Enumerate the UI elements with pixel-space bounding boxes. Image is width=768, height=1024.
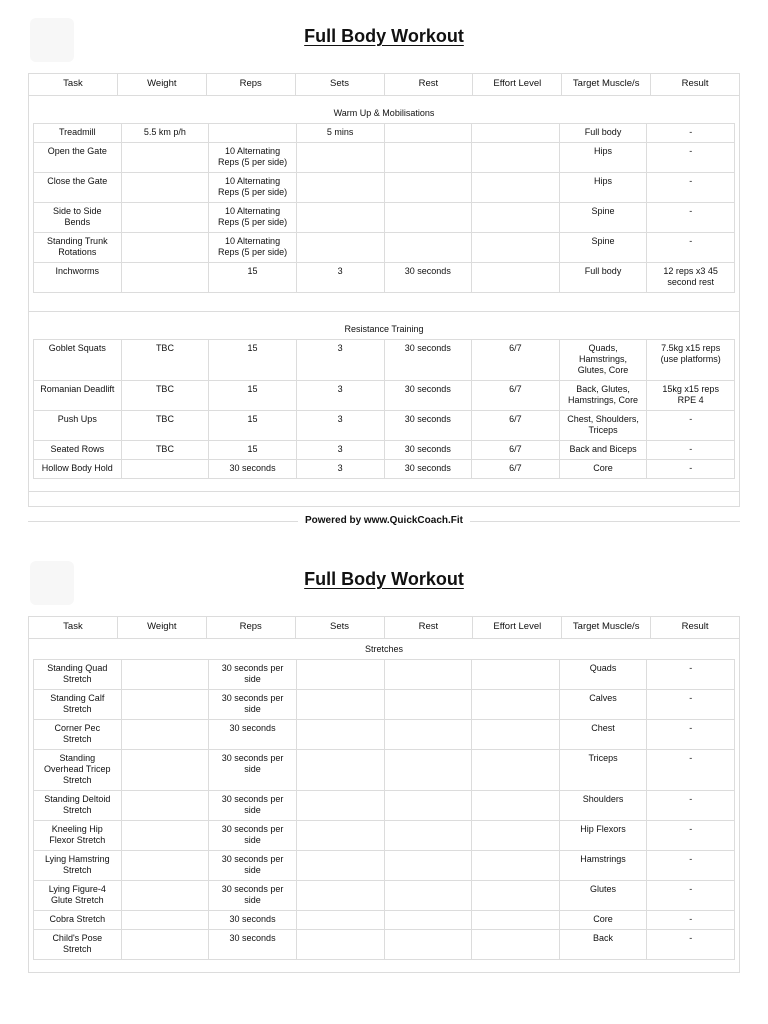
task-cell: Standing Quad Stretch [34, 660, 122, 689]
effort-cell [472, 690, 560, 719]
target-cell: Hamstrings [560, 851, 648, 880]
effort-cell [472, 233, 560, 262]
result-cell: - [689, 723, 693, 733]
rest-cell: 30 seconds [385, 340, 473, 380]
effort-cell [472, 930, 560, 959]
effort-cell [472, 124, 560, 142]
col-target: Target Muscle/s [562, 74, 651, 95]
task-cell: Cobra Stretch [34, 911, 122, 929]
col-effort: Effort Level [473, 617, 562, 638]
reps-cell [209, 124, 297, 142]
result-cell: - [689, 933, 693, 943]
result-cell: - [689, 914, 693, 924]
result-cell: - [689, 236, 693, 246]
workout-table [28, 616, 740, 973]
reps-cell: 30 seconds per side [209, 821, 297, 850]
table-row [34, 690, 734, 720]
effort-cell: 6/7 [472, 381, 560, 410]
effort-cell [472, 750, 560, 790]
reps-cell: 30 seconds per side [209, 851, 297, 880]
table-row [34, 930, 734, 960]
table-row [34, 851, 734, 881]
weight-cell [122, 720, 210, 749]
weight-cell [122, 143, 210, 172]
weight-cell [122, 750, 210, 790]
result-cell: - [689, 463, 693, 473]
target-cell: Full body [560, 263, 648, 292]
rest-cell [385, 720, 473, 749]
weight-cell: TBC [122, 441, 210, 459]
section-spacer [29, 491, 739, 506]
effort-cell [472, 203, 560, 232]
reps-cell: 30 seconds [209, 720, 297, 749]
col-rest: Rest [385, 617, 474, 638]
effort-cell [472, 881, 560, 910]
sets-cell [297, 911, 385, 929]
effort-cell: 6/7 [472, 460, 560, 478]
rest-cell [385, 690, 473, 719]
sets-cell: 3 [297, 340, 385, 380]
rest-cell: 30 seconds [385, 441, 473, 459]
table-row [34, 911, 734, 930]
task-cell: Side to Side Bends [34, 203, 122, 232]
result-cell: - [689, 444, 693, 454]
sets-cell [297, 173, 385, 202]
footer-divider-right [470, 521, 740, 522]
section-title-stretches: Stretches [364, 644, 404, 654]
workout-table [28, 73, 740, 507]
col-effort: Effort Level [473, 74, 562, 95]
target-cell: Hips [560, 173, 648, 202]
target-cell: Back and Biceps [560, 441, 648, 459]
rest-cell [385, 750, 473, 790]
result-cell: - [689, 176, 693, 186]
rest-cell: 30 seconds [385, 460, 473, 478]
sets-cell [297, 143, 385, 172]
rest-cell [385, 233, 473, 262]
task-cell: Lying Figure-4 Glute Stretch [34, 881, 122, 910]
table-row [34, 750, 734, 791]
rest-cell [385, 851, 473, 880]
effort-cell [472, 851, 560, 880]
weight-cell: TBC [122, 411, 210, 440]
effort-cell [472, 143, 560, 172]
weight-cell [122, 173, 210, 202]
sets-cell [297, 851, 385, 880]
table-row [34, 203, 734, 233]
section-rows [33, 123, 735, 293]
task-cell: Corner Pec Stretch [34, 720, 122, 749]
table-row [34, 441, 734, 460]
reps-cell: 10 Alternating Reps (5 per side) [209, 143, 297, 172]
weight-cell [122, 821, 210, 850]
weight-cell [122, 911, 210, 929]
sets-cell [297, 203, 385, 232]
task-cell: Child's Pose Stretch [34, 930, 122, 959]
task-cell: Treadmill [34, 124, 122, 142]
result-cell: 15kg x15 reps RPE 4 [662, 384, 719, 405]
target-cell: Back, Glutes, Hamstrings, Core [560, 381, 648, 410]
result-cell: - [689, 753, 693, 763]
target-cell: Triceps [560, 750, 648, 790]
task-cell: Standing Overhead Tricep Stretch [34, 750, 122, 790]
target-cell: Core [560, 911, 648, 929]
effort-cell [472, 720, 560, 749]
table-row [34, 233, 734, 263]
col-target: Target Muscle/s [562, 617, 651, 638]
task-cell: Close the Gate [34, 173, 122, 202]
result-cell: - [689, 663, 693, 673]
reps-cell: 15 [209, 381, 297, 410]
sets-cell [297, 881, 385, 910]
rest-cell [385, 173, 473, 202]
sets-cell [297, 233, 385, 262]
effort-cell [472, 173, 560, 202]
target-cell: Quads, Hamstrings, Glutes, Core [560, 340, 648, 380]
reps-cell: 10 Alternating Reps (5 per side) [209, 173, 297, 202]
sets-cell [297, 720, 385, 749]
table-row [34, 411, 734, 441]
weight-cell [122, 460, 210, 478]
col-task: Task [29, 617, 118, 638]
section-title-resistance: Resistance Training [344, 324, 424, 334]
task-cell: Lying Hamstring Stretch [34, 851, 122, 880]
rest-cell [385, 911, 473, 929]
sets-cell: 3 [297, 411, 385, 440]
task-cell: Hollow Body Hold [34, 460, 122, 478]
reps-cell: 15 [209, 411, 297, 440]
reps-cell: 30 seconds per side [209, 690, 297, 719]
effort-cell [472, 821, 560, 850]
table-row [34, 791, 734, 821]
rest-cell [385, 930, 473, 959]
weight-cell [122, 791, 210, 820]
effort-cell [472, 660, 560, 689]
reps-cell: 30 seconds [209, 911, 297, 929]
reps-cell: 30 seconds per side [209, 660, 297, 689]
table-row [34, 340, 734, 381]
effort-cell [472, 791, 560, 820]
sets-cell: 5 mins [297, 124, 385, 142]
target-cell: Glutes [560, 881, 648, 910]
weight-cell: 5.5 km p/h [122, 124, 210, 142]
table-row [34, 381, 734, 411]
section-rows [33, 339, 735, 479]
page-title: Full Body Workout [304, 569, 464, 589]
sets-cell [297, 821, 385, 850]
reps-cell: 30 seconds per side [209, 750, 297, 790]
col-sets: Sets [296, 74, 385, 95]
effort-cell: 6/7 [472, 441, 560, 459]
target-cell: Spine [560, 233, 648, 262]
rest-cell [385, 124, 473, 142]
rest-cell: 30 seconds [385, 263, 473, 292]
rest-cell [385, 791, 473, 820]
target-cell: Chest, Shoulders, Triceps [560, 411, 648, 440]
col-result: Result [681, 621, 709, 632]
result-cell: - [689, 794, 693, 804]
effort-cell [472, 263, 560, 292]
rest-cell [385, 821, 473, 850]
table-row [34, 173, 734, 203]
sets-cell [297, 930, 385, 959]
task-cell: Open the Gate [34, 143, 122, 172]
powered-by-footer: Powered by www.QuickCoach.Fit [305, 515, 463, 526]
weight-cell [122, 930, 210, 959]
rest-cell [385, 660, 473, 689]
col-rest: Rest [385, 74, 474, 95]
rest-cell [385, 881, 473, 910]
sets-cell: 3 [297, 441, 385, 459]
col-weight: Weight [118, 617, 207, 638]
result-cell: - [689, 824, 693, 834]
section-rows [33, 659, 735, 960]
task-cell: Seated Rows [34, 441, 122, 459]
sets-cell: 3 [297, 263, 385, 292]
target-cell: Shoulders [560, 791, 648, 820]
reps-cell: 30 seconds [209, 930, 297, 959]
weight-cell [122, 851, 210, 880]
task-cell: Push Ups [34, 411, 122, 440]
task-cell: Inchworms [34, 263, 122, 292]
reps-cell: 15 [209, 263, 297, 292]
result-cell: - [689, 414, 693, 424]
task-cell: Kneeling Hip Flexor Stretch [34, 821, 122, 850]
col-reps: Reps [207, 617, 296, 638]
target-cell: Hip Flexors [560, 821, 648, 850]
rest-cell [385, 203, 473, 232]
result-cell: - [689, 884, 693, 894]
table-row [34, 143, 734, 173]
sets-cell [297, 750, 385, 790]
effort-cell: 6/7 [472, 340, 560, 380]
sets-cell: 3 [297, 381, 385, 410]
target-cell: Calves [560, 690, 648, 719]
weight-cell [122, 203, 210, 232]
table-row [34, 821, 734, 851]
reps-cell: 30 seconds [209, 460, 297, 478]
task-cell: Standing Trunk Rotations [34, 233, 122, 262]
effort-cell: 6/7 [472, 411, 560, 440]
section-title-warmup: Warm Up & Mobilisations [333, 108, 435, 118]
result-cell: - [689, 127, 693, 137]
weight-cell: TBC [122, 381, 210, 410]
reps-cell: 30 seconds per side [209, 791, 297, 820]
target-cell: Hips [560, 143, 648, 172]
table-row [34, 660, 734, 690]
col-task: Task [29, 74, 118, 95]
rest-cell [385, 143, 473, 172]
target-cell: Chest [560, 720, 648, 749]
col-result: Result [681, 78, 709, 89]
target-cell: Quads [560, 660, 648, 689]
effort-cell [472, 911, 560, 929]
table-row [34, 263, 734, 293]
weight-cell [122, 690, 210, 719]
reps-cell: 10 Alternating Reps (5 per side) [209, 203, 297, 232]
task-cell: Standing Deltoid Stretch [34, 791, 122, 820]
result-cell: - [689, 206, 693, 216]
table-header [29, 617, 739, 639]
target-cell: Full body [560, 124, 648, 142]
reps-cell: 10 Alternating Reps (5 per side) [209, 233, 297, 262]
result-cell: - [689, 693, 693, 703]
target-cell: Core [560, 460, 648, 478]
rest-cell: 30 seconds [385, 381, 473, 410]
sets-cell [297, 690, 385, 719]
table-row [34, 124, 734, 143]
target-cell: Spine [560, 203, 648, 232]
table-row [34, 720, 734, 750]
weight-cell: TBC [122, 340, 210, 380]
target-cell: Back [560, 930, 648, 959]
rest-cell: 30 seconds [385, 411, 473, 440]
task-cell: Standing Calf Stretch [34, 690, 122, 719]
sets-cell [297, 791, 385, 820]
result-cell: - [689, 146, 693, 156]
section-spacer [29, 293, 739, 312]
task-cell: Romanian Deadlift [34, 381, 122, 410]
reps-cell: 15 [209, 340, 297, 380]
result-cell: - [689, 854, 693, 864]
table-row [34, 460, 734, 479]
table-row [34, 881, 734, 911]
reps-cell: 15 [209, 441, 297, 459]
table-header [29, 74, 739, 96]
col-reps: Reps [207, 74, 296, 95]
col-sets: Sets [296, 617, 385, 638]
sets-cell: 3 [297, 460, 385, 478]
weight-cell [122, 881, 210, 910]
sets-cell [297, 660, 385, 689]
weight-cell [122, 660, 210, 689]
col-weight: Weight [118, 74, 207, 95]
result-cell: 12 reps x3 45 second rest [663, 266, 718, 287]
weight-cell [122, 233, 210, 262]
weight-cell [122, 263, 210, 292]
result-cell: 7.5kg x15 reps (use platforms) [660, 343, 721, 364]
reps-cell: 30 seconds per side [209, 881, 297, 910]
task-cell: Goblet Squats [34, 340, 122, 380]
page-title: Full Body Workout [304, 26, 464, 46]
